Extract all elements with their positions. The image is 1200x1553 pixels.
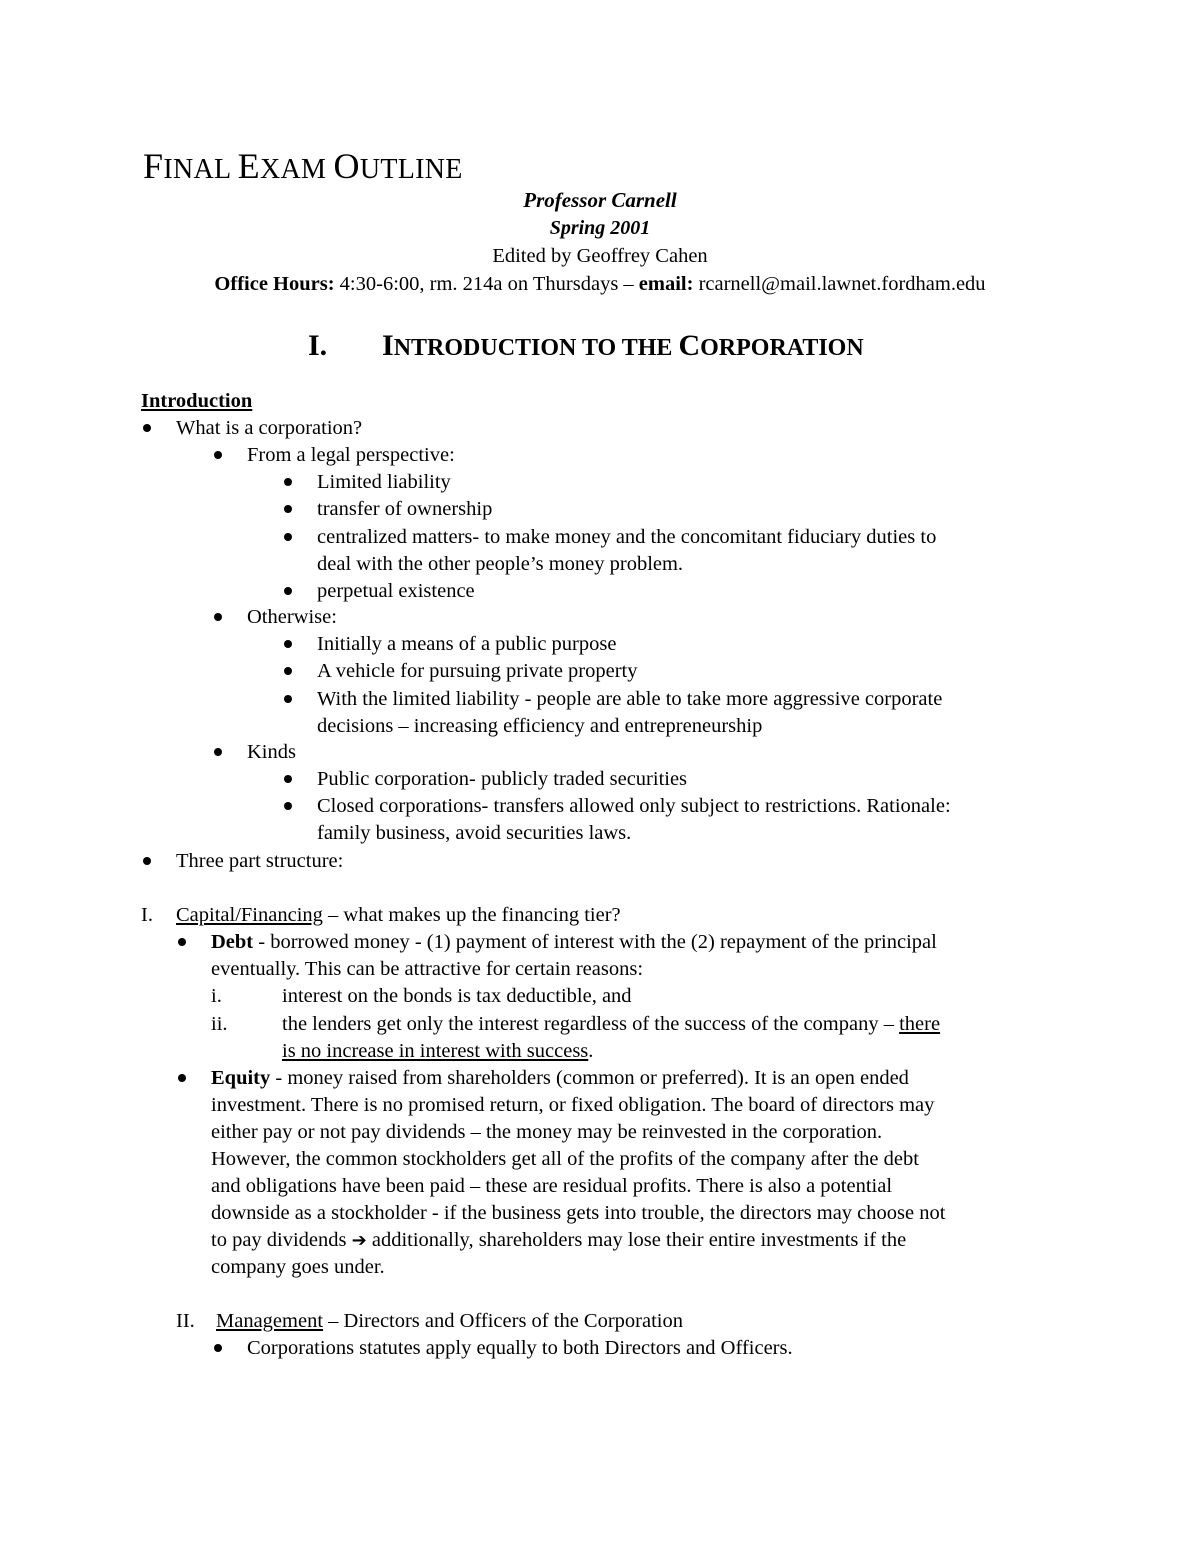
list-item — [282, 1014, 940, 1035]
bullet — [178, 938, 186, 946]
bullet — [214, 451, 222, 459]
bullet — [284, 640, 292, 648]
bullet — [143, 857, 151, 865]
management-heading-rest: – Directors and Officers of the Corporation — [323, 1310, 683, 1332]
bullet — [143, 424, 151, 432]
list-item-continuation: However, the common stockholders get all of the profits of the company after the debt — [211, 1148, 919, 1170]
list-item: What is a corporation? — [176, 417, 363, 439]
heading-initial: C — [678, 329, 701, 362]
outline-numeral: II. — [176, 1310, 195, 1332]
heading-initial: I — [382, 329, 394, 362]
section-heading — [382, 331, 864, 361]
outline-numeral: I. — [141, 904, 153, 926]
capital-heading-rest: – what makes up the financing tier? — [322, 904, 621, 926]
debt-label: Debt — [211, 931, 254, 953]
list-item: Limited liability — [317, 471, 451, 493]
list-item-continuation: either pay or not pay dividends – the money may be reinvested in the corporation. — [211, 1121, 883, 1143]
list-item-continuation: decisions – increasing efficiency and entrepreneurship — [317, 715, 763, 737]
bullet — [284, 505, 292, 513]
list-item: transfer of ownership — [317, 498, 493, 520]
capital-heading-line — [176, 905, 621, 926]
bullet — [214, 1344, 222, 1352]
reason-underlined: is no increase in interest with success — [282, 1040, 589, 1062]
list-item: A vehicle for pursuing private property — [317, 660, 638, 682]
bullet — [214, 613, 222, 621]
list-item-continuation: deal with the other people’s money problem. — [317, 553, 684, 575]
list-item: perpetual existence — [317, 580, 475, 602]
roman-numeral: i. — [211, 985, 222, 1007]
bullet — [178, 1074, 186, 1082]
capital-heading: Capital/Financing — [176, 904, 323, 926]
list-item: Closed corporations- transfers allowed only subject to restrictions. Rationale: — [317, 795, 951, 817]
office-hours-line — [0, 274, 1200, 295]
heading-word: NTRODUCTION TO THE — [393, 335, 679, 361]
list-item: centralized matters- to make money and the concomitant fiduciary duties to — [317, 526, 937, 548]
equity-item — [211, 1068, 909, 1089]
list-item-continuation: and obligations have been paid – these are residual profits. There is also a potential — [211, 1175, 893, 1197]
bullet — [284, 775, 292, 783]
list-item: Kinds — [247, 741, 296, 763]
office-hours-label: Office Hours: — [214, 273, 335, 295]
reason-underlined: there — [899, 1013, 941, 1035]
section-numeral-text: I. — [308, 329, 328, 362]
arrow-right-icon: ➔ — [351, 1230, 367, 1251]
list-item: interest on the bonds is tax deductible, and — [282, 985, 632, 1007]
list-item: Public corporation- publicly traded securities — [317, 768, 688, 790]
heading-word: ORPORATION — [700, 335, 864, 361]
bullet — [284, 478, 292, 486]
email-address: rcarnell@mail.lawnet.fordham.edu — [693, 273, 986, 295]
list-item-continuation: investment. There is no promised return, or fixed obligation. The board of directors may — [211, 1094, 935, 1116]
list-item-continuation: company goes under. — [211, 1256, 385, 1278]
bullet — [284, 587, 292, 595]
management-heading-line — [216, 1311, 683, 1332]
equity-label: Equity — [211, 1067, 271, 1089]
document-title — [143, 148, 463, 184]
list-item-continuation — [282, 1041, 593, 1062]
section-numeral — [308, 331, 327, 361]
list-item-continuation: eventually. This can be attractive for certain reasons: — [211, 958, 644, 980]
title-initial: O — [333, 146, 360, 186]
reason-text: . — [588, 1040, 594, 1062]
professor-name: Professor Carnell — [523, 188, 677, 212]
title-initial: F — [143, 146, 164, 186]
introduction-heading: Introduction — [141, 390, 253, 412]
email-label: email: — [638, 273, 694, 295]
bullet — [284, 533, 292, 541]
title-word: INAL — [163, 154, 238, 185]
title-initial: E — [237, 146, 260, 186]
office-hours-text: 4:30-6:00, rm. 214a on Thursdays – — [334, 273, 639, 295]
list-item: From a legal perspective: — [247, 444, 455, 466]
list-item: Initially a means of a public purpose — [317, 633, 617, 655]
list-item: Otherwise: — [247, 606, 337, 628]
reason-text: the lenders get only the interest regardless of the success of the company – — [282, 1013, 900, 1035]
editor-credit: Edited by Geoffrey Cahen — [492, 245, 708, 267]
list-item-continuation: downside as a stockholder - if the business gets into trouble, the directors may choose not — [211, 1202, 946, 1224]
debt-text: - borrowed money - (1) payment of interest with the (2) repayment of the principal — [253, 931, 937, 953]
list-item-continuation: family business, avoid securities laws. — [317, 822, 632, 844]
list-item: Three part structure: — [176, 850, 344, 872]
term: Spring 2001 — [549, 217, 651, 239]
list-item: With the limited liability - people are able to take more aggressive corporate — [317, 688, 943, 710]
list-item-continuation — [211, 1230, 906, 1251]
equity-text: additionally, shareholders may lose their entire investments if the — [366, 1229, 907, 1251]
debt-item — [211, 932, 937, 953]
equity-text: to pay dividends — [211, 1229, 352, 1251]
equity-text: - money raised from shareholders (common or preferred). It is an open ended — [270, 1067, 909, 1089]
title-word: XAM — [259, 154, 334, 185]
management-heading: Management — [216, 1310, 324, 1332]
bullet — [284, 802, 292, 810]
roman-numeral: ii. — [211, 1013, 228, 1035]
bullet — [214, 748, 222, 756]
list-item: Corporations statutes apply equally to both Directors and Officers. — [247, 1337, 793, 1359]
bullet — [284, 667, 292, 675]
bullet — [284, 695, 292, 703]
title-word: UTLINE — [359, 154, 463, 185]
